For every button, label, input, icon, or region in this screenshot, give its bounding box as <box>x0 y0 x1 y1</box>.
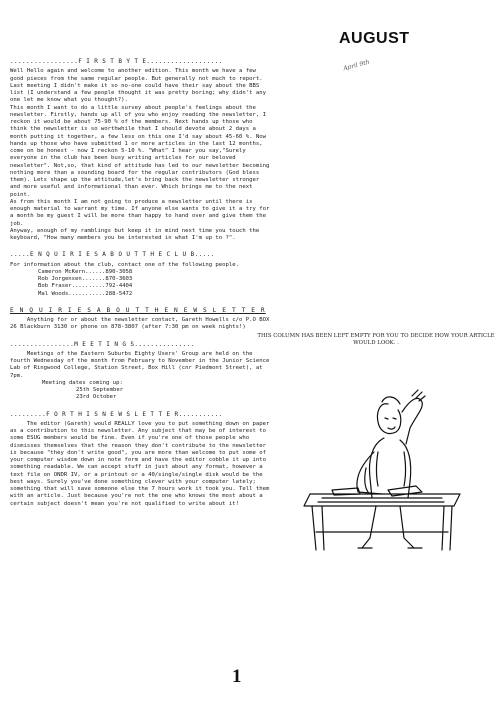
newsletter-enquiries-heading: E N Q U I R I E S A B O U T T H E N E W S L E T T E R <box>10 306 266 314</box>
meeting-dates <box>42 380 272 402</box>
contact-item: Cameron McKern......890-3058 <box>38 268 133 275</box>
contact-item: Mal Woods...........288-5472 <box>38 290 133 297</box>
contact-item: Rob Jorgensen.......870-3603 <box>38 276 133 282</box>
meetings-body: Meetings of the Eastern Suburbs Eighty Users' Group are held on the fourth Wednesday of the month from February to November in the Junior Science Lab of Ringwood College, Station Street, Box Hill (cnr Piedmont Street), at 7pm. <box>10 350 273 379</box>
club-enquiries-intro: For information about the club, contact one of the following people. <box>10 261 240 268</box>
contact-item: Bob Fraser..........792-4404 <box>38 283 133 290</box>
page-number: 1 <box>232 666 242 687</box>
handwritten-date-note: April 9th <box>342 58 371 73</box>
first-byte-heading: .................F I R S T B Y T E................... <box>10 58 223 65</box>
for-newsletter-body: The editor (Gareth) would REALLY love you to put something down on paper as a contribution to this newsletter. Any subject that may be of interest to some ESUG members would be fine. Even if you're one of those people who dismisses themselves that the reason they don't contribute to the newsletter is because "they don't write good", you are more than welcome to put some of your computer wisdom down in note form and have the editor cobble it up into something readable. We can accept stuff in just about any format, however a text file on ONDR IV, or a printout or a 40/single/single disk would be the best ways. Surely you've done something clever with your computer lately; something that will save someone else the 7 hours work it took you. Tell them with an article. Just because you're not the one who knows the most about a certain subject doesn't mean you're not qualified to write about it! <box>10 420 273 507</box>
meeting-date: 25th September <box>76 387 124 393</box>
first-byte-body: Well Hello again and welcome to another edition. This month we have a few good pieces from the same regular people. But generally not much to report. Last meeting I didn't make it so no-one could have their say about the BBS list (I understand a few people thought it was pretty boring; why didn't any one let me know what you thought?). This month I want to do a little survey about people's feelings about the newsletter. Firstly, hands up all of you who enjoy reading the newsletter, I reckon it would be about 75-90 % of the members. Next hands up those who think the newsletter is so worthwhile that I should devote about 2 days a month putting it together, a few less on this one I'd say about 45-60 %. Now hands up those who have submitted 1 or more articles in the last 12 months, come on be honest - now I reckon 5-10 %. "What" I hear you say,"Surely everyone in the club has been busy writing articles for our beloved newsletter". Not,so, that kind of attitude has led to our newsletter becoming nothing more than a sounding board for the regular contributors (God bless them). Lets shape up the attitude,let's bring back the newsletter stronger and more useful and informational than ever. Which brings me to the next point. As from this month I am not going to produce a newsletter until there is enough material to warrant my time. If anyone else wants to give it a try for a month be my guest I will be more than happy to hand over and give them the job. Anyway, enough of my ramblings but keep it in mind next time you touch the keyboard, "How many members you be interested in what I'm up to ?". <box>10 68 270 241</box>
meeting-date: 23rd October <box>76 394 117 401</box>
newsletter-enquiries-body: Anything for or about the newsletter contact, Gareth Howells c/o P.O BOX 26 Blackburn 3130 or phone on 878-3807 (after 7:30 pm on week nights!) <box>10 317 273 331</box>
thinking-man-at-desk-illustration <box>292 382 482 557</box>
for-newsletter-heading: .........F O R T H I S N E W S L E T T E R........... <box>10 410 223 418</box>
empty-column-note: THIS COLUMN HAS BEEN LEFT EMPTY FOR YOU TO DECIDE HOW YOUR ARTICLE WOULD LOOK. . <box>257 333 495 346</box>
contact-list <box>38 269 272 298</box>
club-enquiries-heading: .....E N Q U I R I E S A B O U T T H E C L U B..... <box>10 251 215 259</box>
month-title: AUGUST <box>339 30 410 47</box>
left-column <box>10 56 272 508</box>
meetings-heading: ................M E E T I N G S............... <box>10 340 195 348</box>
meeting-dates-label: Meeting dates coming up: <box>42 379 123 386</box>
